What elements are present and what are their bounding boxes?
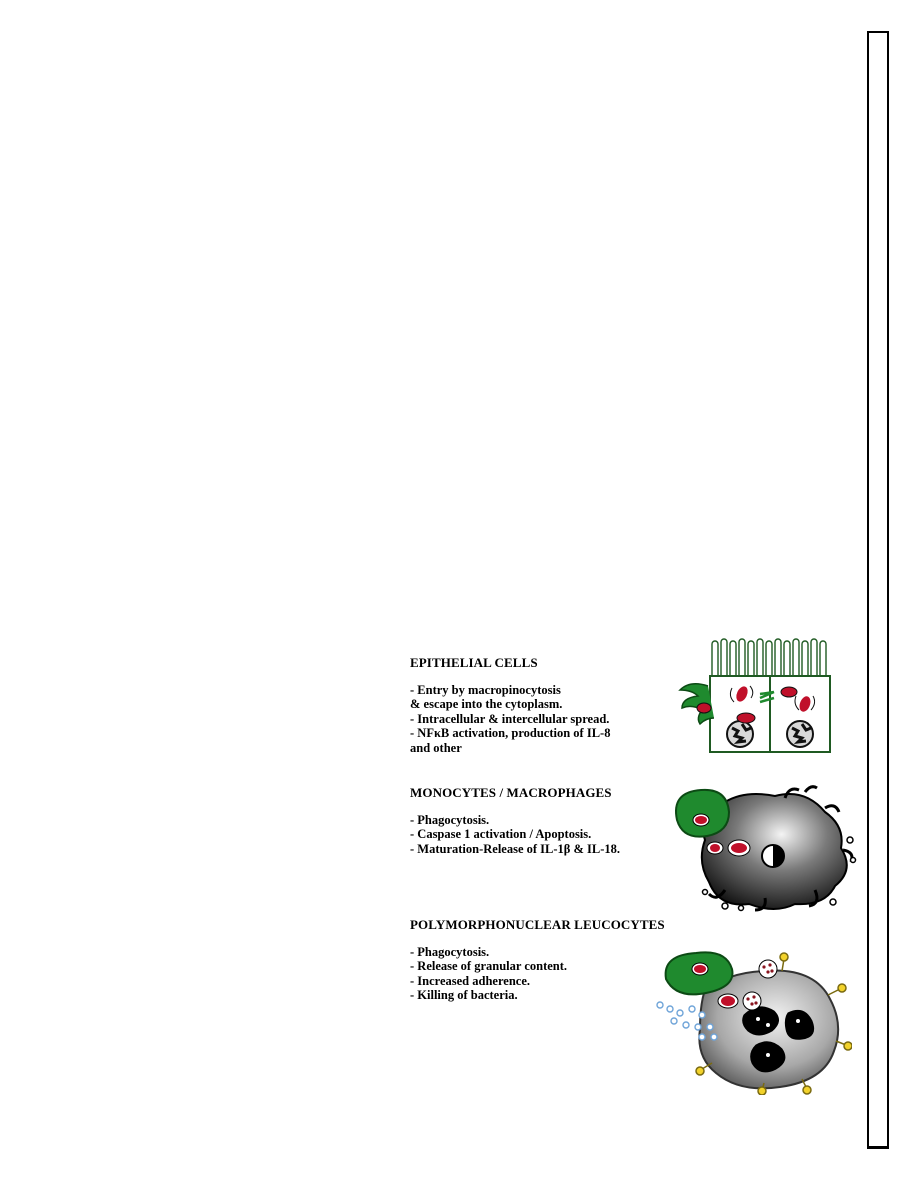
section-items — [410, 945, 665, 1003]
list-item: - Phagocytosis. — [410, 945, 490, 959]
list-item: - Maturation-Release of IL-1β & IL-18. — [410, 841, 621, 856]
list-item: - NFκB activation, production of IL-8 — [410, 726, 611, 741]
list-item: and other — [410, 740, 462, 755]
side-frame — [867, 31, 889, 1149]
section-items — [410, 813, 620, 856]
list-item: - Intracellular & intercellular spread. — [410, 711, 610, 726]
list-item: - Killing of bacteria. — [410, 988, 518, 1003]
list-item: - Release of granular content. — [410, 959, 568, 974]
section-macrophages — [410, 785, 620, 856]
epithelial-cells-illustration — [672, 636, 842, 756]
section-items — [410, 683, 610, 755]
list-item: - Increased adherence. — [410, 973, 531, 988]
section-heading: POLYMORPHONUCLEAR LEUCOCYTES — [410, 917, 665, 932]
list-item: & escape into the cytoplasm. — [410, 697, 563, 712]
section-heading: MONOCYTES / MACROPHAGES — [410, 785, 612, 800]
list-item: - Phagocytosis. — [410, 813, 490, 827]
section-epithelial — [410, 655, 610, 755]
section-heading: EPITHELIAL CELLS — [410, 655, 538, 670]
list-item: - Entry by macropinocytosis — [410, 683, 561, 697]
list-item: - Caspase 1 activation / Apoptosis. — [410, 827, 592, 842]
macrophage-illustration — [665, 780, 860, 915]
section-pmn — [410, 917, 665, 1003]
neutrophil-illustration — [652, 945, 852, 1095]
